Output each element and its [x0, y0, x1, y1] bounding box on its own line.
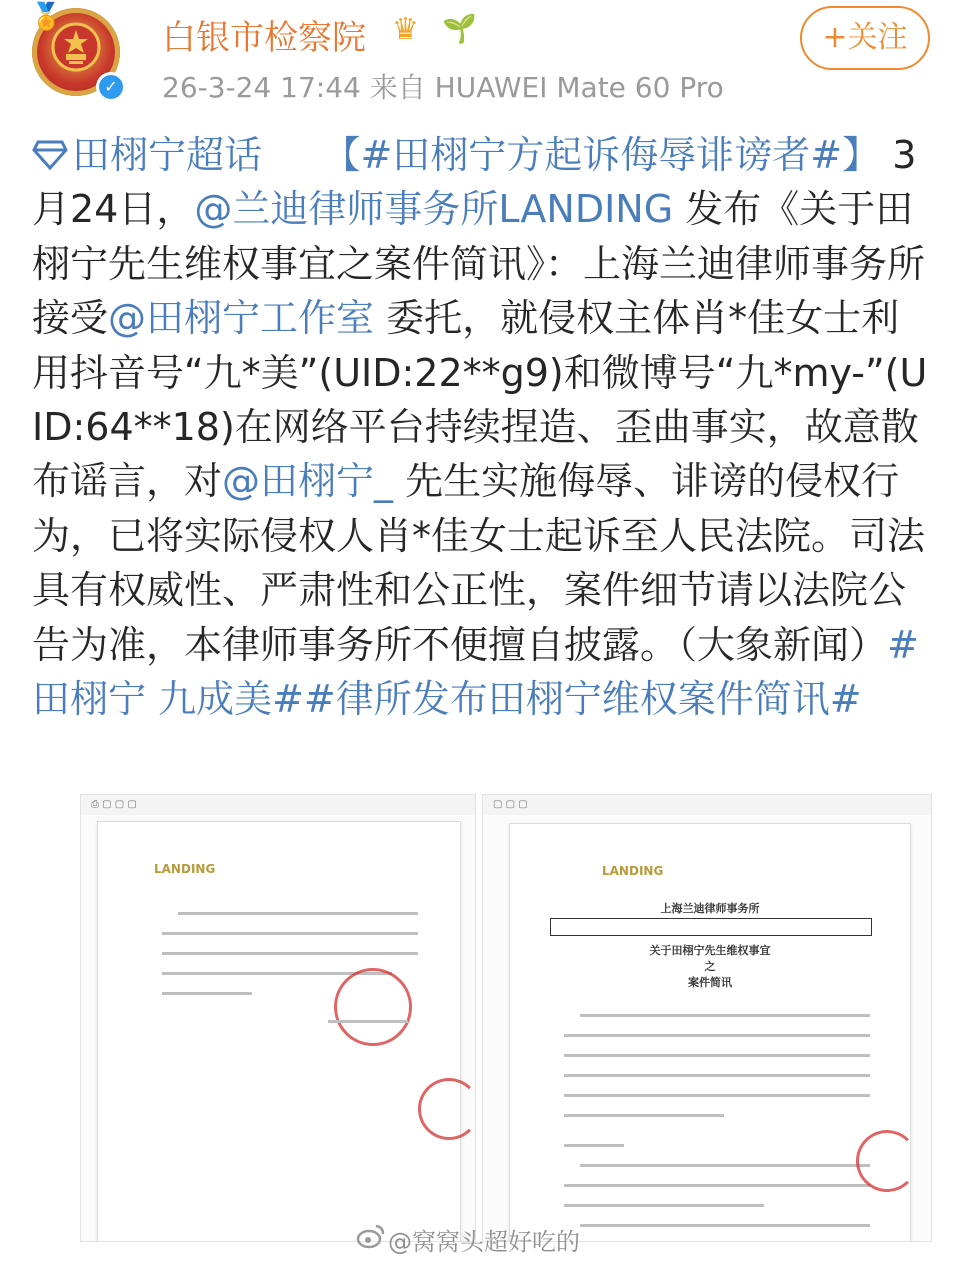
supertopic-link[interactable] — [32, 133, 262, 177]
topic-main-link[interactable]: 【#田栩宁方起诉侮辱诽谤者#】 — [322, 133, 881, 177]
follow-button[interactable]: +关注 — [800, 6, 930, 70]
doc2-note-box — [550, 918, 872, 936]
doc2-title-3: 案件简讯 — [688, 976, 732, 989]
watermark: @窝窝头超好吃的 — [388, 1228, 580, 1256]
post-images — [80, 794, 930, 1254]
verified-icon: ✓ — [96, 72, 126, 102]
doc2-page — [509, 823, 911, 1242]
supertopic-diamond-icon — [32, 138, 68, 170]
mention-studio[interactable]: @田栩宁工作室 — [108, 296, 375, 341]
medal-icon: 🏅 — [30, 2, 63, 32]
post-meta: 26-3-24 17:44 来自 HUAWEI Mate 60 Pro — [162, 71, 724, 104]
document-image-2[interactable] — [482, 794, 932, 1242]
doc2-seal — [856, 1130, 918, 1192]
doc2-title: 关于田栩宁先生维权事宜 — [649, 944, 771, 957]
post-text-4: 先生实施侮辱、诽谤的侵权行为，已将实际侵权人肖*佳女士起诉至人民法院。司法具有权威性、严肃性和公正性，案件细节请以法院公告为准，本律师事务所不便擅自披露。（大象新闻） — [32, 459, 926, 667]
doc1-toolbar: ⎙ ▢ ▢ ▢ — [81, 795, 475, 815]
post-text — [32, 128, 932, 726]
weibo-logo-icon — [356, 1222, 386, 1250]
doc2-toolbar: ▢ ▢ ▢ — [483, 795, 931, 815]
doc1-seal-2 — [418, 1078, 476, 1140]
post-text-1: 3月24日， — [32, 133, 917, 232]
doc2-landing-logo: LANDING — [602, 864, 664, 878]
post-text-2: 发布《关于田栩宁先生维权事宜之案件简讯》：上海兰迪律师事务所接受 — [32, 187, 926, 341]
supertopic-label: 田栩宁超话 — [72, 133, 263, 177]
mention-landing[interactable]: @兰迪律师事务所LANDING — [194, 187, 674, 232]
crown-badge-icon[interactable]: ♛ — [392, 12, 419, 47]
doc2-firm-name: 上海兰迪律师事务所 — [660, 902, 760, 915]
username[interactable]: 白银市检察院 — [162, 18, 366, 58]
doc1-landing-logo: LANDING — [154, 862, 216, 876]
mention-tianxuning[interactable]: @田栩宁_ — [222, 459, 394, 504]
hashtag-jiuchengmei[interactable]: #田栩宁 九成美# — [32, 622, 919, 722]
post-text-3: 委托，就侵权主体肖*佳女士利用抖音号“九*美”(UID:22**g9)和微博号“九*my-”(UID:64**18)在网络平台持续捏造、歪曲事实，故意散布谣言，对 — [32, 296, 928, 504]
hashtag-case-brief[interactable]: #律所发布田栩宁维权案件简讯# — [303, 677, 862, 722]
doc1-seal — [334, 968, 412, 1046]
doc1-page — [97, 821, 461, 1242]
sprout-badge-icon[interactable]: 🌱 — [442, 12, 477, 45]
doc2-title-2: 之 — [704, 960, 716, 973]
document-image-1[interactable] — [80, 794, 476, 1242]
